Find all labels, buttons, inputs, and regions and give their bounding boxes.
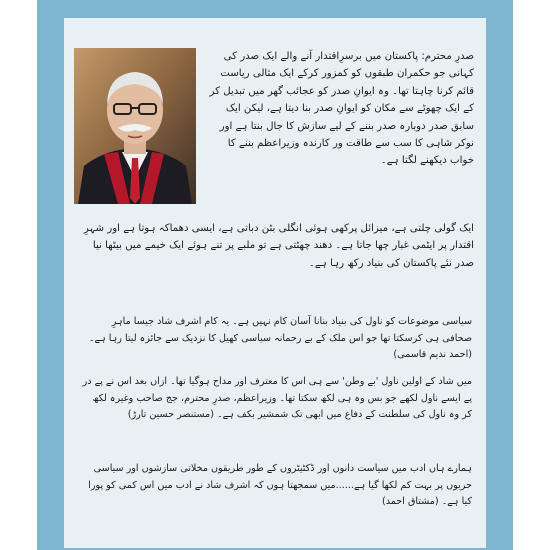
intro-paragraph-1: صدرِ محترم: پاکستان میں برسرِاقتدار آنے والے ایک صدر کی کہانی جو حکمران طبقوں کو کمزور کرکے ایک مثالی ریاست قائم کرنا چاہتا تھا۔ وہ ایوانِ صدر کو عجائب گھر میں تبدیل کر کے ایک چھوٹے سے مکان کو ایوانِ صدر بنا دیتا ہے، لیکن ایک سابق صدر دوبارہ صدر بننے کے لیے سازش کا جال بنتا ہے اور نوکر شاہی کا سب سے طاقت ور کارندہ وزیراعظم بننے کا خواب دیکھنے لگتا ہے۔: [209, 51, 474, 167]
quote-mushtaq: ہمارے ہاں ادب میں سیاست دانوں اور ڈکٹیٹروں کے طور طریقوں مخلاتی سازشوں اور سیاسی حربوں پر بہت کم لکھا گیا ہے......میں سمجھتا ہوں کہ اشرف شاد نے ادب میں اس کمی کو پورا کیا ہے۔ (مشتاق احمد): [88, 463, 472, 508]
back-cover-panel: [64, 18, 486, 548]
intro-paragraph-2: ایک گولی چلتی ہے، میزائل پرکھی ہوئی انگلی بٹن دباتی ہے، ایسی دھماکہ ہوتا ہے اور شہرِ اقتدار پر ایٹمی غبار چھا جاتا ہے۔ دھند چھٹتی ہے تو ملبے پر تنے ہوئے ایک خیمے میں بیٹھا نیا صدر نئے پاکستان کی بنیاد رکھ رہا ہے۔: [83, 223, 474, 269]
quote-tarar: میں شاد کے اولین ناول 'بے وطن' سے ہی اس کا معترف اور مداح ہوگیا تھا۔ ازاں بعد اس نے پے در پے ایسے ناول لکھے جو بس وہ ہی لکھ سکتا تھا۔ وزیراعظم، صدرِ محترم، جج صاحب وغیرہ لکھ کر وہ ناول کی سلطنت کے دفاع میں ابھی تک شمشیر بکف ہے۔ (مستنصر حسین تارڑ): [82, 376, 472, 421]
author-portrait-svg: [74, 48, 196, 204]
book-cover-frame: [37, 0, 513, 550]
quote-qasmi: سیاسی موضوعات کو ناول کی بنیاد بنانا آسان کام نہیں ہے۔ یہ کام اشرف شاد جیسا ماہرِ صحافی ہی کرسکتا تھا جو اس ملک کے بے رحمانہ سیاسی کھیل کا نزدیک سے جائزہ لیتا رہا ہے۔ (احمد ندیم قاسمی): [88, 316, 472, 361]
author-portrait-icon: [74, 48, 196, 204]
